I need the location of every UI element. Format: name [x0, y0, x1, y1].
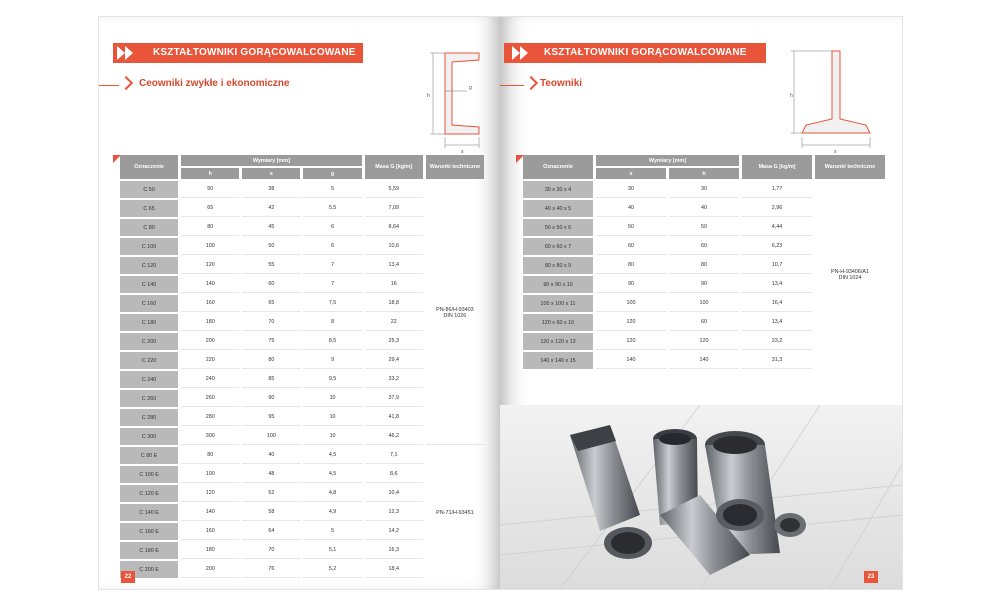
g-cell: 10: [303, 409, 361, 426]
designation-cell: C 200 E: [120, 561, 178, 578]
mass-cell: 1,77: [742, 181, 812, 198]
designation-cell: C 160: [120, 295, 178, 312]
g-cell: 4,5: [303, 466, 361, 483]
designation-cell: C 180 E: [120, 542, 178, 559]
designation-cell: C 200: [120, 333, 178, 350]
h-cell: 140: [181, 504, 239, 521]
mass-cell: 37,9: [365, 390, 423, 407]
page-number-left: 22: [121, 571, 135, 583]
h-cell: 180: [181, 542, 239, 559]
h-cell: 180: [181, 314, 239, 331]
col-conditions: Warunki techniczne: [815, 155, 885, 179]
col-s: s: [242, 168, 300, 179]
designation-cell: 40 x 40 x 5: [523, 200, 593, 217]
s-cell: 52: [242, 485, 300, 502]
designation-cell: C 65: [120, 200, 178, 217]
h-cell: 120: [181, 485, 239, 502]
designation-cell: C 120: [120, 257, 178, 274]
s-cell: 65: [242, 295, 300, 312]
right-subtitle: Teowniki: [540, 78, 583, 89]
s-cell: 38: [242, 181, 300, 198]
s-cell: 90: [596, 276, 666, 293]
g-cell: 7: [303, 276, 361, 293]
s-cell: 40: [596, 200, 666, 217]
mass-cell: 16,4: [742, 295, 812, 312]
h-cell: 100: [669, 295, 739, 312]
g-cell: 5,2: [303, 561, 361, 578]
mass-cell: 18,8: [365, 295, 423, 312]
h-cell: 120: [181, 257, 239, 274]
arrow-icon: [524, 76, 538, 90]
diagram-label-s: s: [461, 149, 464, 155]
col-designation: Oznaczenie: [120, 155, 178, 179]
divider: [500, 85, 524, 86]
mass-cell: 16: [365, 276, 423, 293]
mass-cell: 8,64: [365, 219, 423, 236]
designation-cell: 140 x 140 x 15: [523, 352, 593, 369]
norm-cell: PN-86/H-93403 DIN 1026: [426, 181, 484, 445]
h-cell: 50: [669, 219, 739, 236]
g-cell: 5: [303, 181, 361, 198]
mass-cell: 8,6: [365, 466, 423, 483]
designation-cell: 120 x 60 x 10: [523, 314, 593, 331]
g-cell: 7: [303, 257, 361, 274]
col-dimensions: Wymiary [mm]: [596, 155, 739, 166]
col-designation: Oznaczenie: [523, 155, 593, 179]
g-cell: 5,1: [303, 542, 361, 559]
g-cell: 10: [303, 428, 361, 445]
h-cell: 200: [181, 333, 239, 350]
h-cell: 220: [181, 352, 239, 369]
h-cell: 60: [669, 314, 739, 331]
s-cell: 76: [242, 561, 300, 578]
arrow-icon: [119, 76, 133, 90]
mass-cell: 41,8: [365, 409, 423, 426]
g-cell: 8,5: [303, 333, 361, 350]
s-cell: 70: [242, 314, 300, 331]
designation-cell: 30 x 30 x 4: [523, 181, 593, 198]
g-cell: 8: [303, 314, 361, 331]
h-cell: 280: [181, 409, 239, 426]
designation-cell: C 300: [120, 428, 178, 445]
g-cell: 9: [303, 352, 361, 369]
designation-cell: 100 x 100 x 11: [523, 295, 593, 312]
h-cell: 240: [181, 371, 239, 388]
s-cell: 75: [242, 333, 300, 350]
table-row: [120, 447, 484, 464]
mass-cell: 46,2: [365, 428, 423, 445]
designation-cell: C 120 E: [120, 485, 178, 502]
table-row: [120, 181, 484, 198]
designation-cell: C 140: [120, 276, 178, 293]
s-cell: 100: [596, 295, 666, 312]
designation-cell: C 50: [120, 181, 178, 198]
designation-cell: 60 x 60 x 7: [523, 238, 593, 255]
g-cell: 4,8: [303, 485, 361, 502]
col-h: h: [181, 168, 239, 179]
h-cell: 140: [181, 276, 239, 293]
h-cell: 40: [669, 200, 739, 217]
s-cell: 48: [242, 466, 300, 483]
mass-cell: 10,7: [742, 257, 812, 274]
steel-tubes-illustration: [500, 405, 902, 589]
mass-cell: 29,4: [365, 352, 423, 369]
mass-cell: 10,6: [365, 238, 423, 255]
col-dimensions: Wymiary [mm]: [181, 155, 362, 166]
page-number-right: 23: [864, 571, 878, 583]
mass-cell: 13,4: [365, 257, 423, 274]
g-cell: 10: [303, 390, 361, 407]
right-banner: [504, 43, 766, 63]
s-cell: 140: [596, 352, 666, 369]
g-cell: 4,5: [303, 447, 361, 464]
right-banner-title: KSZTAŁTOWNIKI GORĄCOWALCOWANE: [544, 47, 747, 58]
s-cell: 60: [242, 276, 300, 293]
s-cell: 85: [242, 371, 300, 388]
mass-cell: 12,3: [365, 504, 423, 521]
h-cell: 30: [669, 181, 739, 198]
chevron-icon: [512, 46, 520, 60]
g-cell: 4,9: [303, 504, 361, 521]
col-g: g: [303, 168, 361, 179]
designation-cell: C 80 E: [120, 447, 178, 464]
col-conditions: Warunki techniczne: [426, 155, 484, 179]
designation-cell: C 160 E: [120, 523, 178, 540]
right-page: [500, 16, 903, 590]
mass-cell: 16,3: [365, 542, 423, 559]
s-cell: 100: [242, 428, 300, 445]
h-cell: 200: [181, 561, 239, 578]
s-cell: 80: [596, 257, 666, 274]
mass-cell: 23,2: [742, 333, 812, 350]
chevron-icon: [117, 46, 125, 60]
left-page: [98, 16, 501, 590]
s-cell: 58: [242, 504, 300, 521]
mass-cell: 2,96: [742, 200, 812, 217]
g-cell: 7,5: [303, 295, 361, 312]
channel-table: [117, 153, 487, 580]
s-cell: 70: [242, 542, 300, 559]
h-cell: 50: [181, 181, 239, 198]
diagram-label-h: h: [427, 93, 430, 99]
mass-cell: 6,23: [742, 238, 812, 255]
designation-cell: 50 x 50 x 6: [523, 219, 593, 236]
mass-cell: 4,44: [742, 219, 812, 236]
designation-cell: 80 x 80 x 9: [523, 257, 593, 274]
s-cell: 64: [242, 523, 300, 540]
h-cell: 140: [669, 352, 739, 369]
diagram-label-h: h: [790, 93, 793, 99]
tee-profile-diagram: [790, 47, 890, 155]
tee-table: [520, 153, 888, 371]
h-cell: 120: [669, 333, 739, 350]
norm-cell: PN-71/H-93451: [436, 509, 474, 516]
mass-cell: 14,2: [365, 523, 423, 540]
left-subheading: [99, 75, 399, 95]
s-cell: 95: [242, 409, 300, 426]
s-cell: 45: [242, 219, 300, 236]
g-cell: 6: [303, 219, 361, 236]
h-cell: 100: [181, 466, 239, 483]
mass-cell: 31,3: [742, 352, 812, 369]
col-h: h: [669, 168, 739, 179]
right-subheading: [500, 75, 800, 95]
s-cell: 50: [596, 219, 666, 236]
s-cell: 55: [242, 257, 300, 274]
h-cell: 100: [181, 238, 239, 255]
mass-cell: 13,4: [742, 276, 812, 293]
mass-cell: 18,4: [365, 561, 423, 578]
designation-cell: C 220: [120, 352, 178, 369]
designation-cell: C 240: [120, 371, 178, 388]
col-mass: Masa G [kg/m]: [742, 155, 812, 179]
chevron-icon: [125, 46, 133, 60]
g-cell: 6: [303, 238, 361, 255]
h-cell: 160: [181, 295, 239, 312]
col-s: s: [596, 168, 666, 179]
mass-cell: 7,1: [365, 447, 423, 464]
channel-profile-diagram: [425, 47, 489, 155]
divider: [99, 85, 119, 86]
s-cell: 50: [242, 238, 300, 255]
g-cell: 5: [303, 523, 361, 540]
diagram-label-g: g: [469, 85, 472, 91]
s-cell: 80: [242, 352, 300, 369]
steel-tubes-graphic: [500, 405, 902, 589]
h-cell: 80: [669, 257, 739, 274]
mass-cell: 5,59: [365, 181, 423, 198]
mass-cell: 7,09: [365, 200, 423, 217]
s-cell: 40: [242, 447, 300, 464]
g-cell: 5,5: [303, 200, 361, 217]
table-row: [523, 181, 885, 198]
designation-cell: C 100 E: [120, 466, 178, 483]
s-cell: 30: [596, 181, 666, 198]
s-cell: 42: [242, 200, 300, 217]
diagram-label-s: s: [834, 149, 837, 155]
mass-cell: 10,4: [365, 485, 423, 502]
h-cell: 90: [669, 276, 739, 293]
s-cell: 60: [596, 238, 666, 255]
mass-cell: 22: [365, 314, 423, 331]
left-subtitle: Ceowniki zwykłe i ekonomiczne: [139, 78, 290, 89]
designation-cell: C 180: [120, 314, 178, 331]
g-cell: 9,5: [303, 371, 361, 388]
left-banner: [113, 43, 363, 63]
left-banner-title: KSZTAŁTOWNIKI GORĄCOWALCOWANE: [153, 47, 356, 58]
h-cell: 80: [181, 219, 239, 236]
h-cell: 160: [181, 523, 239, 540]
designation-cell: C 260: [120, 390, 178, 407]
designation-cell: C 140 E: [120, 504, 178, 521]
mass-cell: 33,2: [365, 371, 423, 388]
h-cell: 80: [181, 447, 239, 464]
s-cell: 120: [596, 333, 666, 350]
norm-cell: PN-H-93406/A1 DIN 1024: [830, 269, 870, 281]
designation-cell: C 100: [120, 238, 178, 255]
mass-cell: 13,4: [742, 314, 812, 331]
h-cell: 300: [181, 428, 239, 445]
designation-cell: C 280: [120, 409, 178, 426]
mass-cell: 25,3: [365, 333, 423, 350]
s-cell: 120: [596, 314, 666, 331]
designation-cell: 120 x 120 x 13: [523, 333, 593, 350]
h-cell: 65: [181, 200, 239, 217]
chevron-icon: [520, 46, 528, 60]
h-cell: 260: [181, 390, 239, 407]
h-cell: 60: [669, 238, 739, 255]
col-mass: Masa G [kg/m]: [365, 155, 423, 179]
designation-cell: C 80: [120, 219, 178, 236]
designation-cell: 90 x 90 x 10: [523, 276, 593, 293]
s-cell: 90: [242, 390, 300, 407]
